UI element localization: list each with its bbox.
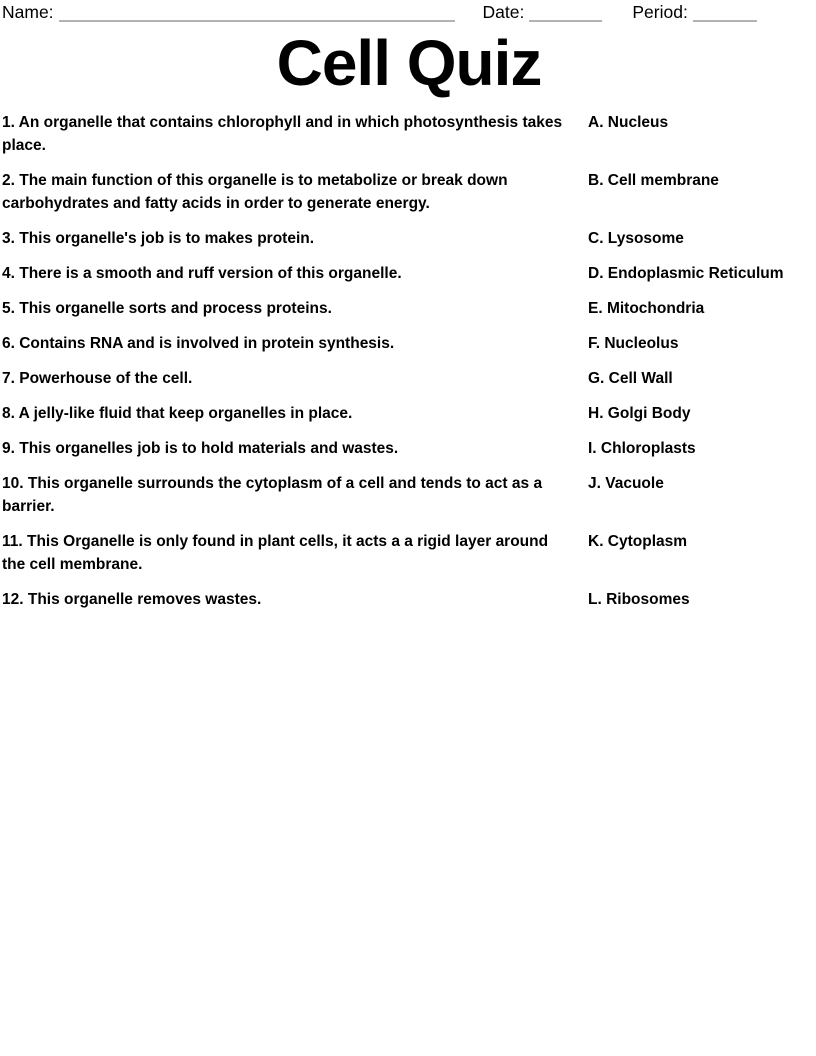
question-text: 3. This organelle's job is to makes protein.: [2, 230, 315, 247]
answer-option: I. Chloroplasts: [588, 440, 696, 457]
qa-row: [2, 169, 816, 215]
question-text: 11. This Organelle is only found in plant cells, it acts a a rigid layer around the cell membrane.: [2, 533, 549, 573]
question-text: 6. Contains RNA and is involved in protein synthesis.: [2, 335, 395, 352]
period-blank-line[interactable]: [693, 5, 757, 22]
answer-option: D. Endoplasmic Reticulum: [588, 265, 784, 282]
question-text: 12. This organelle removes wastes.: [2, 591, 262, 608]
qa-row: [2, 472, 816, 518]
period-label: Period:: [632, 2, 688, 22]
question-text: 9. This organelles job is to hold materials and wastes.: [2, 440, 399, 457]
qa-row: [2, 227, 816, 250]
question-text: 8. A jelly-like fluid that keep organelles in place.: [2, 405, 353, 422]
answer-option: K. Cytoplasm: [588, 533, 688, 550]
answer-option: E. Mitochondria: [588, 300, 705, 317]
qa-row: [2, 262, 816, 285]
date-label: Date:: [482, 2, 525, 22]
question-text: 10. This organelle surrounds the cytoplasm of a cell and tends to act as a barrier.: [2, 475, 543, 515]
answer-option: A. Nucleus: [588, 114, 669, 131]
answer-option: H. Golgi Body: [588, 405, 691, 422]
worksheet-header: [2, 1, 816, 22]
qa-row: [2, 530, 816, 576]
question-text: 7. Powerhouse of the cell.: [2, 370, 193, 387]
qa-row: [2, 588, 816, 611]
qa-row: [2, 297, 816, 320]
answer-option: J. Vacuole: [588, 475, 664, 492]
qa-row: [2, 332, 816, 355]
answer-option: C. Lysosome: [588, 230, 684, 247]
qa-list: [2, 111, 816, 611]
page-title: Cell Quiz: [276, 27, 542, 99]
answer-option: L. Ribosomes: [588, 591, 690, 608]
name-label: Name:: [2, 2, 54, 22]
qa-row: [2, 367, 816, 390]
answer-option: B. Cell membrane: [588, 172, 719, 189]
qa-row: [2, 402, 816, 425]
question-text: 2. The main function of this organelle is to metabolize or break down carbohydrates and fatty acids in order to generate energy.: [2, 172, 508, 212]
answer-option: F. Nucleolus: [588, 335, 679, 352]
question-text: 1. An organelle that contains chlorophyll and in which photosynthesis takes place.: [2, 114, 563, 154]
question-text: 5. This organelle sorts and process proteins.: [2, 300, 332, 317]
date-blank-line[interactable]: [529, 5, 602, 22]
name-blank-line[interactable]: [59, 5, 455, 22]
qa-row: [2, 437, 816, 460]
question-text: 4. There is a smooth and ruff version of this organelle.: [2, 265, 402, 282]
answer-option: G. Cell Wall: [588, 370, 673, 387]
qa-row: [2, 111, 816, 157]
